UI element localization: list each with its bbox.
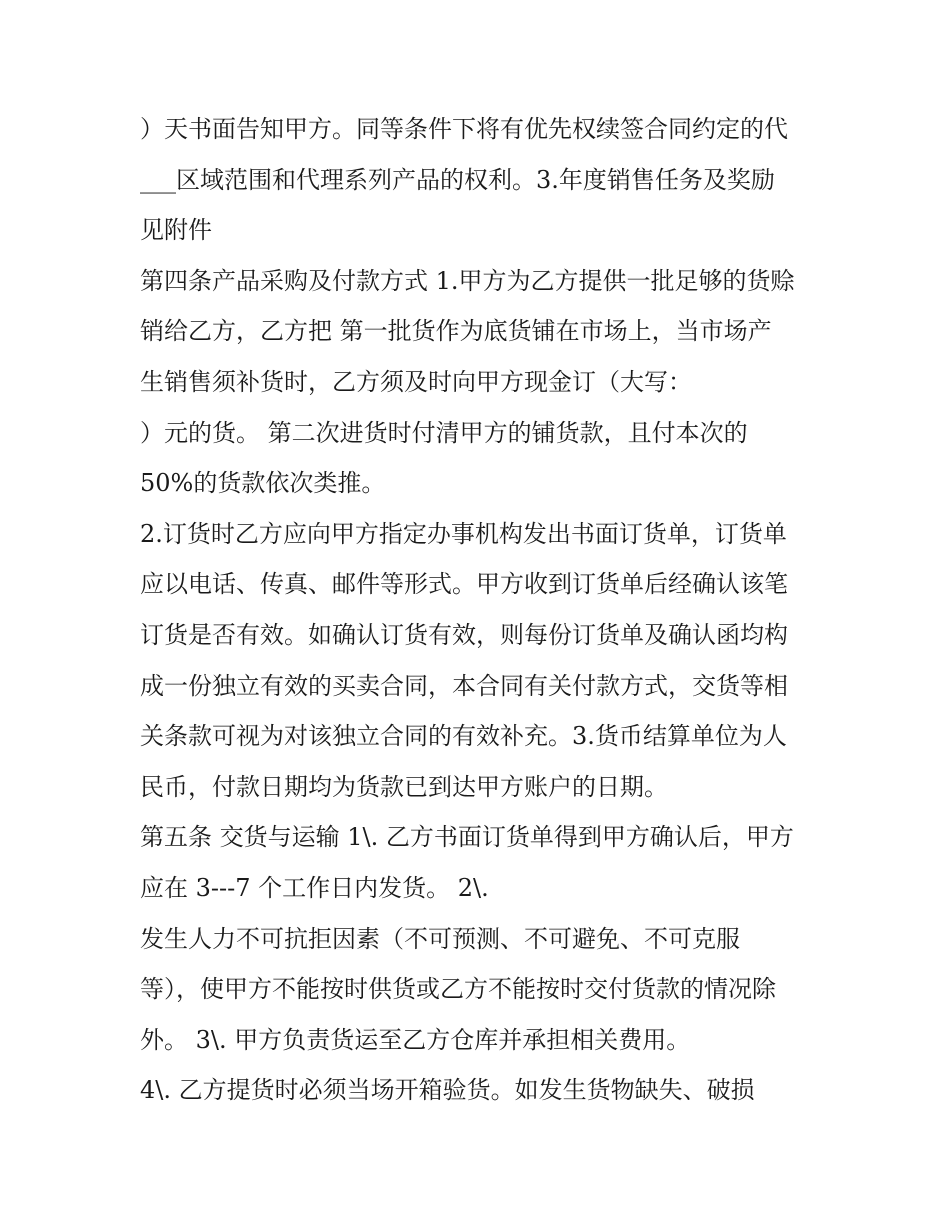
text-line: 关条款可视为对该独立合同的有效补充。3.货币结算单位为人 <box>140 722 787 751</box>
text-line: 50%的货款依次类推。 <box>140 469 386 498</box>
contract-text-block <box>140 104 820 1116</box>
text-line: 订货是否有效。如确认订货有效，则每份订货单及确认函均构 <box>140 620 788 649</box>
text-line: 销给乙方，乙方把 第一批货作为底货铺在市场上，当市场产 <box>140 317 772 346</box>
text-line: 等），使甲方不能按时供货或乙方不能按时交付货款的情况除 <box>140 975 776 1004</box>
text-line: 应以电话、传真、邮件等形式。甲方收到订货单后经确认该笔 <box>140 570 788 599</box>
text-line: 成一份独立有效的买卖合同，本合同有关付款方式，交货等相 <box>140 671 788 700</box>
text-line: ）元的货。 第二次进货时付清甲方的铺货款，且付本次的 <box>140 418 748 447</box>
text-line: 民币，付款日期均为货款已到达甲方账户的日期。 <box>140 772 668 801</box>
text-line: 生销售须补货时，乙方须及时向甲方现金订（大写： <box>140 367 692 396</box>
text-line: 4\. 乙方提货时必须当场开箱验货。如发生货物缺失、破损 <box>140 1076 755 1105</box>
text-line: ）天书面告知甲方。同等条件下将有优先权续签合同约定的代 <box>140 115 788 143</box>
text-line: 见附件 <box>140 216 212 245</box>
text-line: 2.订货时乙方应向甲方指定办事机构发出书面订货单，订货单 <box>140 519 787 548</box>
text-line: ___区域范围和代理系列产品的权利。3.年度销售任务及奖励 <box>140 165 775 194</box>
text-line: 第四条产品采购及付款方式 1.甲方为乙方提供一批足够的货赊 <box>140 266 795 295</box>
text-line: 外。 3\. 甲方负责货运至乙方仓库并承担相关费用。 <box>140 1025 691 1054</box>
text-line: 发生人力不可抗拒因素（不可预测、不可避免、不可克服 <box>140 924 740 953</box>
text-line: 应在 3---7 个工作日内发货。 2\. <box>140 873 489 902</box>
text-line: 第五条 交货与运输 1\. 乙方书面订货单得到甲方确认后，甲方 <box>140 823 794 852</box>
